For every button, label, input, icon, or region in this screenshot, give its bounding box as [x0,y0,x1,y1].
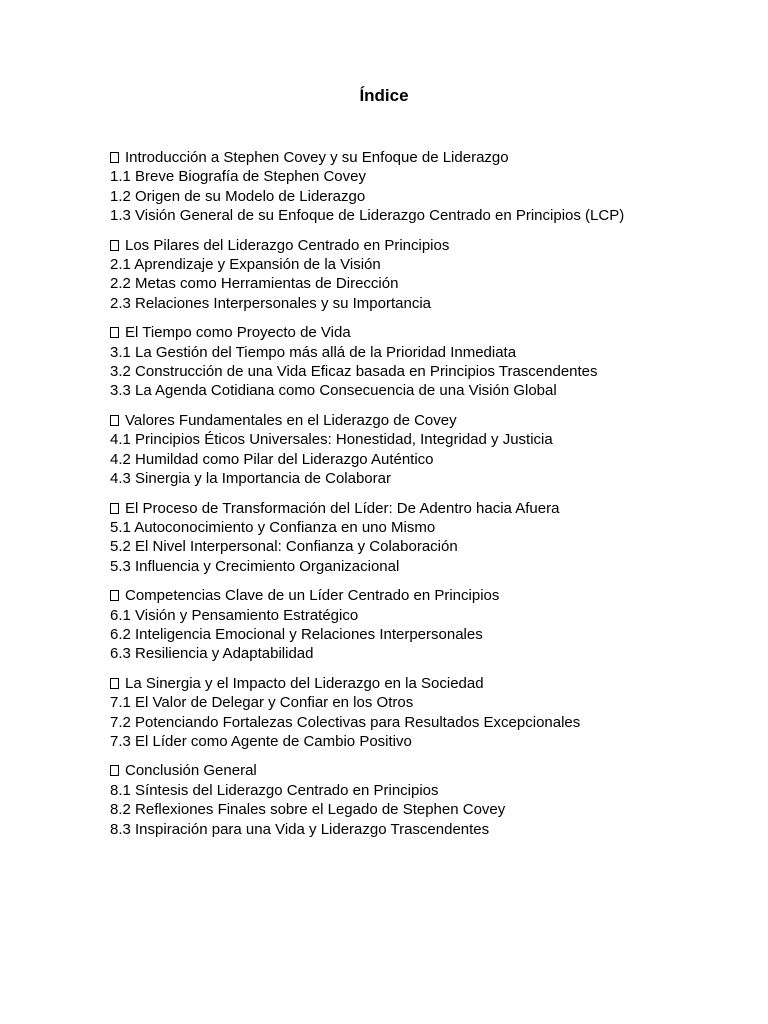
toc-heading [110,148,750,167]
toc-heading-label: Los Pilares del Liderazgo Centrado en Principios [125,236,450,254]
toc-heading-label: El Tiempo como Proyecto de Vida [125,324,351,342]
toc-item: 1.2 Origen de su Modelo de Liderazgo [110,187,366,205]
table-of-contents [110,148,750,849]
page-title: Índice [359,86,409,105]
toc-item: 2.2 Metas como Herramientas de Dirección [110,275,399,293]
toc-item: 4.3 Sinergia y la Importancia de Colaborar [110,470,391,488]
toc-item: 6.3 Resiliencia y Adaptabilidad [110,645,314,663]
toc-item: 4.1 Principios Éticos Universales: Honestidad, Integridad y Justicia [110,431,553,449]
toc-section-1 [110,148,750,226]
toc-item: 3.1 La Gestión del Tiempo más allá de la Prioridad Inmediata [110,343,517,361]
toc-heading-label: El Proceso de Transformación del Líder: De Adentro hacia Afuera [125,499,560,517]
toc-heading [110,674,750,693]
toc-item: 8.2 Reflexiones Finales sobre el Legado de Stephen Covey [110,801,506,819]
toc-heading [110,236,750,255]
toc-item: 5.1 Autoconocimiento y Confianza en uno Mismo [110,518,436,536]
missing-glyph-icon [110,327,119,338]
missing-glyph-icon [110,503,119,514]
toc-item: 4.2 Humildad como Pilar del Liderazgo Auténtico [110,450,434,468]
toc-item: 5.2 El Nivel Interpersonal: Confianza y Colaboración [110,538,458,556]
toc-section-7 [110,674,750,752]
toc-item: 3.3 La Agenda Cotidiana como Consecuencia de una Visión Global [110,382,557,400]
toc-section-4 [110,411,750,489]
toc-section-3 [110,323,750,401]
missing-glyph-icon [110,240,119,251]
toc-item: 1.3 Visión General de su Enfoque de Liderazgo Centrado en Principios (LCP) [110,207,625,225]
toc-section-8 [110,761,750,839]
toc-item: 5.3 Influencia y Crecimiento Organizacional [110,557,400,575]
missing-glyph-icon [110,590,119,601]
toc-heading-label: Introducción a Stephen Covey y su Enfoque de Liderazgo [125,149,509,166]
toc-section-6 [110,586,750,664]
toc-heading-label: Valores Fundamentales en el Liderazgo de Covey [125,411,457,429]
toc-heading-label: La Sinergia y el Impacto del Liderazgo en la Sociedad [125,674,484,692]
toc-item: 1.1 Breve Biografía de Stephen Covey [110,168,366,186]
toc-heading [110,499,750,518]
toc-item: 2.1 Aprendizaje y Expansión de la Visión [110,256,381,274]
toc-section-5 [110,499,750,577]
toc-heading-label: Competencias Clave de un Líder Centrado en Principios [125,587,500,605]
missing-glyph-icon [110,152,119,163]
missing-glyph-icon [110,678,119,689]
toc-item: 8.1 Síntesis del Liderazgo Centrado en Principios [110,781,439,799]
toc-item: 6.2 Inteligencia Emocional y Relaciones Interpersonales [110,625,483,643]
toc-item: 2.3 Relaciones Interpersonales y su Importancia [110,294,432,312]
missing-glyph-icon [110,415,119,426]
toc-item: 6.1 Visión y Pensamiento Estratégico [110,606,359,624]
toc-heading [110,761,750,780]
toc-item: 7.2 Potenciando Fortalezas Colectivas para Resultados Excepcionales [110,713,581,731]
toc-item: 7.3 El Líder como Agente de Cambio Positivo [110,732,412,750]
toc-heading [110,411,750,430]
toc-section-2 [110,236,750,314]
toc-heading-label: Conclusión General [125,762,257,780]
toc-heading [110,586,750,605]
toc-item: 7.1 El Valor de Delegar y Confiar en los Otros [110,694,414,712]
toc-heading [110,323,750,342]
missing-glyph-icon [110,765,119,776]
toc-item: 3.2 Construcción de una Vida Eficaz basada en Principios Trascendentes [110,363,598,381]
toc-item: 8.3 Inspiración para una Vida y Liderazgo Trascendentes [110,820,490,838]
